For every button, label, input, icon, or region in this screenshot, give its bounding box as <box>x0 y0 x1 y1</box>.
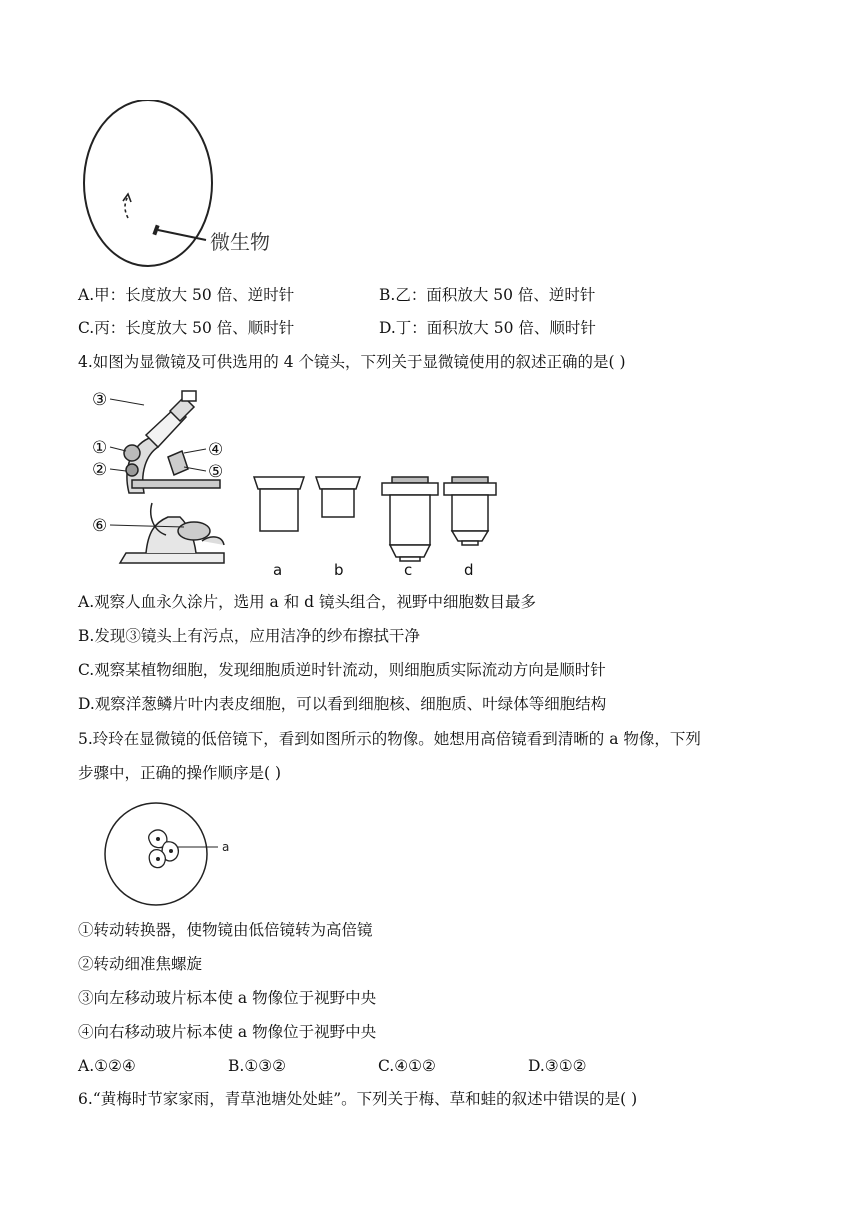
q5-step-2: ②转动细准焦螺旋 <box>78 955 203 973</box>
objective-lens-c <box>382 477 438 561</box>
q4-stem: 4.如图为显微镜及可供选用的 4 个镜头，下列关于显微镜使用的叙述正确的是( ) <box>78 353 626 371</box>
microorganism-field-figure <box>70 100 300 275</box>
q5-step-4: ④向右移动玻片标本使 a 物像位于视野中央 <box>78 1023 377 1041</box>
q5-stem-line-2: 步骤中，正确的操作顺序是( ) <box>78 764 282 782</box>
q5-step-3: ③向左移动玻片标本使 a 物像位于视野中央 <box>78 989 377 1007</box>
part-label-6: ⑥ <box>92 516 108 536</box>
lens-label-a: a <box>273 561 283 579</box>
q3-option-d[interactable]: D.丁：面积放大 50 倍、顺时针 <box>379 319 596 337</box>
q5-option-c[interactable]: C.④①② <box>378 1057 436 1075</box>
low-power-field-figure <box>78 802 248 910</box>
field-of-view-circle <box>84 100 212 266</box>
microscope-lenses-figure <box>84 385 514 585</box>
q3-option-a[interactable]: A.甲：长度放大 50 倍、逆时针 <box>78 286 295 304</box>
lens-label-d: d <box>464 561 474 579</box>
q5-option-d[interactable]: D.③①② <box>528 1057 587 1075</box>
cell-cluster <box>149 830 179 868</box>
q4-option-b[interactable]: B.发现③镜头上有污点，应用洁净的纱布擦拭干净 <box>78 627 420 645</box>
microorganism-label: 微生物 <box>210 230 270 254</box>
eyepiece-lens-b <box>316 477 360 517</box>
lens-label-c: c <box>404 561 413 579</box>
part-label-1: ① <box>92 438 108 458</box>
lens-label-b: b <box>334 561 344 579</box>
eyepiece-lens-a <box>254 477 304 531</box>
microscope-part-leader-lines <box>110 399 206 527</box>
part-label-2: ② <box>92 460 108 480</box>
movement-path-arrow <box>125 196 128 218</box>
q4-option-d[interactable]: D.观察洋葱鳞片叶内表皮细胞，可以看到细胞核、细胞质、叶绿体等细胞结构 <box>78 695 607 713</box>
q3-option-c[interactable]: C.丙：长度放大 50 倍、顺时针 <box>78 319 295 337</box>
part-label-3: ③ <box>92 390 108 410</box>
q5-stem-line-1: 5.玲玲在显微镜的低倍镜下，看到如图所示的物像。她想用高倍镜看到清晰的 a 物像，下列 <box>78 730 701 748</box>
q6-stem: 6.“黄梅时节家家雨，青草池塘处处蛙”。下列关于梅、草和蛙的叙述中错误的是( ) <box>78 1090 638 1108</box>
part-label-4: ④ <box>208 440 224 460</box>
q4-option-a[interactable]: A.观察人血永久涂片，选用 a 和 d 镜头组合，视野中细胞数目最多 <box>78 593 536 611</box>
part-label-5: ⑤ <box>208 462 224 482</box>
q5-step-1: ①转动转换器，使物镜由低倍镜转为高倍镜 <box>78 921 373 939</box>
q5-option-a[interactable]: A.①②④ <box>78 1057 136 1075</box>
q4-option-c[interactable]: C.观察某植物细胞，发现细胞质逆时针流动，则细胞质实际流动方向是顺时针 <box>78 661 606 679</box>
q5-option-b[interactable]: B.①③② <box>228 1057 287 1075</box>
q3-option-b[interactable]: B.乙：面积放大 50 倍、逆时针 <box>379 286 596 304</box>
objective-lens-d <box>444 477 496 545</box>
cell-label-a: a <box>222 840 230 854</box>
